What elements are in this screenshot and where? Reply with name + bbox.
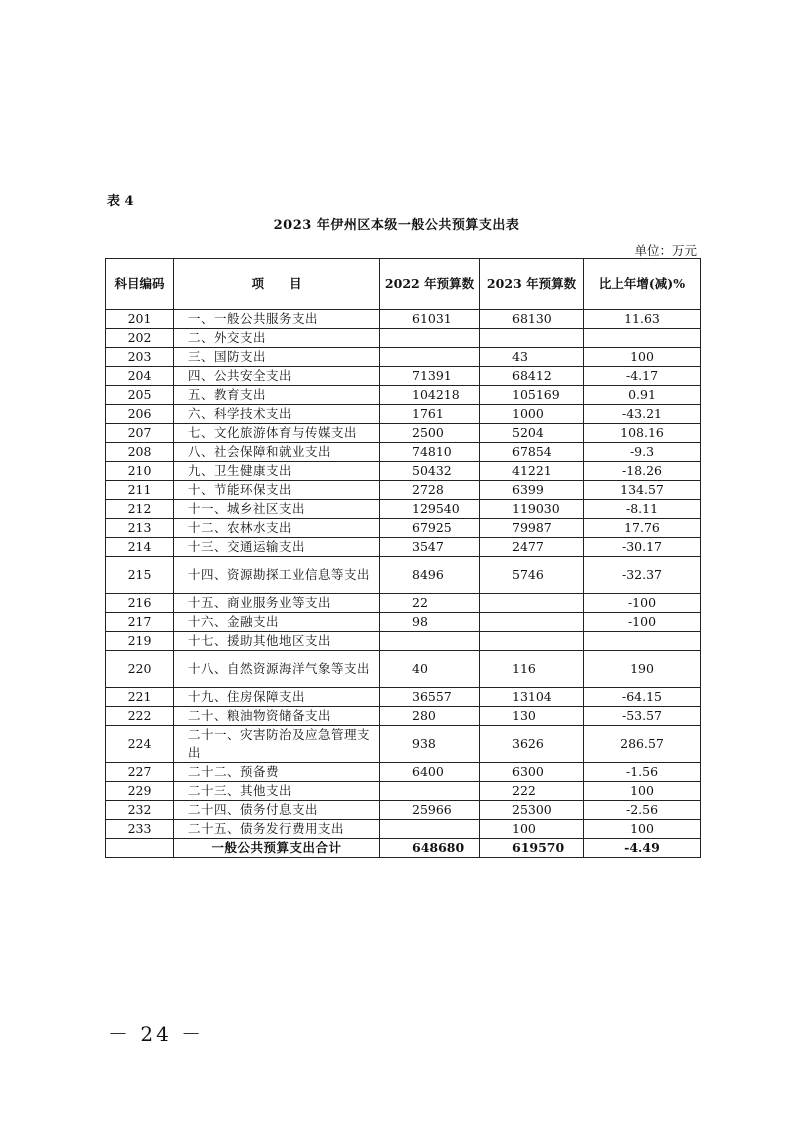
unit-label: 单位：万元: [634, 243, 697, 258]
cell-code: 213: [106, 519, 174, 538]
cell-change: [584, 632, 701, 651]
cell-item: 四、公共安全支出: [174, 367, 380, 386]
cell-change: -43.21: [584, 405, 701, 424]
total-cell-change: -4.49: [584, 839, 701, 858]
cell-change: 0.91: [584, 386, 701, 405]
cell-change: 100: [584, 820, 701, 839]
cell-2022: 129540: [380, 500, 480, 519]
cell-item: 十六、金融支出: [174, 613, 380, 632]
cell-2023: [480, 632, 584, 651]
cell-2023: 5746: [480, 557, 584, 594]
cell-code: 216: [106, 594, 174, 613]
table-row: [106, 651, 701, 688]
cell-change: -53.57: [584, 707, 701, 726]
cell-2023: 6300: [480, 763, 584, 782]
page-number: － 24 －: [108, 1022, 205, 1046]
table-row: [106, 519, 701, 538]
cell-change: 17.76: [584, 519, 701, 538]
cell-2022: 3547: [380, 538, 480, 557]
cell-code: 202: [106, 329, 174, 348]
cell-code: 207: [106, 424, 174, 443]
cell-item: 十二、农林水支出: [174, 519, 380, 538]
cell-2022: [380, 348, 480, 367]
table-row: [106, 424, 701, 443]
table-row: [106, 820, 701, 839]
cell-change: 134.57: [584, 481, 701, 500]
cell-2022: 104218: [380, 386, 480, 405]
cell-code: 217: [106, 613, 174, 632]
cell-2022: 36557: [380, 688, 480, 707]
cell-item: 十一、城乡社区支出: [174, 500, 380, 519]
cell-2023: 100: [480, 820, 584, 839]
table-row: [106, 782, 701, 801]
cell-item: 八、社会保障和就业支出: [174, 443, 380, 462]
cell-change: -100: [584, 594, 701, 613]
table-row: [106, 367, 701, 386]
cell-2022: 71391: [380, 367, 480, 386]
table-row: [106, 405, 701, 424]
cell-2023: 25300: [480, 801, 584, 820]
cell-code: 219: [106, 632, 174, 651]
table-row: [106, 613, 701, 632]
cell-code: 222: [106, 707, 174, 726]
table-row: [106, 801, 701, 820]
cell-2022: 2728: [380, 481, 480, 500]
cell-item: 十、节能环保支出: [174, 481, 380, 500]
cell-code: 233: [106, 820, 174, 839]
table-row: [106, 726, 701, 763]
cell-item: 十五、商业服务业等支出: [174, 594, 380, 613]
table-row: [106, 594, 701, 613]
table-body: [106, 310, 701, 858]
table-row: [106, 329, 701, 348]
cell-2023: 68130: [480, 310, 584, 329]
cell-2022: 1761: [380, 405, 480, 424]
cell-2022: 8496: [380, 557, 480, 594]
cell-2023: 119030: [480, 500, 584, 519]
cell-2022: 40: [380, 651, 480, 688]
cell-2022: 6400: [380, 763, 480, 782]
cell-2023: 79987: [480, 519, 584, 538]
cell-2023: 3626: [480, 726, 584, 763]
cell-2022: 22: [380, 594, 480, 613]
table-row: [106, 557, 701, 594]
cell-2023: [480, 329, 584, 348]
cell-change: -1.56: [584, 763, 701, 782]
cell-code: 215: [106, 557, 174, 594]
cell-item: 一、一般公共服务支出: [174, 310, 380, 329]
cell-code: 224: [106, 726, 174, 763]
cell-2022: 280: [380, 707, 480, 726]
cell-2022: 67925: [380, 519, 480, 538]
cell-2022: 50432: [380, 462, 480, 481]
cell-2023: 43: [480, 348, 584, 367]
cell-code: 227: [106, 763, 174, 782]
cell-2023: 1000: [480, 405, 584, 424]
cell-code: 210: [106, 462, 174, 481]
cell-code: 206: [106, 405, 174, 424]
cell-item: 十八、自然资源海洋气象等支出: [174, 651, 380, 688]
total-cell-2022: 648680: [380, 839, 480, 858]
cell-2023: 130: [480, 707, 584, 726]
total-row: [106, 839, 701, 858]
table-row: [106, 386, 701, 405]
header-2022: 2022 年预算数: [380, 259, 480, 310]
cell-item: 二十三、其他支出: [174, 782, 380, 801]
total-cell-2023: 619570: [480, 839, 584, 858]
table-row: [106, 500, 701, 519]
cell-2023: 105169: [480, 386, 584, 405]
cell-change: -2.56: [584, 801, 701, 820]
cell-change: 100: [584, 782, 701, 801]
cell-change: 11.63: [584, 310, 701, 329]
cell-code: 221: [106, 688, 174, 707]
table-row: [106, 462, 701, 481]
cell-2023: 2477: [480, 538, 584, 557]
table-row: [106, 688, 701, 707]
cell-change: 100: [584, 348, 701, 367]
cell-change: -8.11: [584, 500, 701, 519]
cell-item: 二十一、灾害防治及应急管理支出: [174, 726, 380, 763]
cell-2023: 13104: [480, 688, 584, 707]
table-row: [106, 538, 701, 557]
table-row: [106, 310, 701, 329]
cell-2023: 41221: [480, 462, 584, 481]
document-title: 2023 年伊州区本级一般公共预算支出表: [273, 218, 520, 233]
table-row: [106, 481, 701, 500]
cell-item: 十九、住房保障支出: [174, 688, 380, 707]
cell-change: -32.37: [584, 557, 701, 594]
table-row: [106, 763, 701, 782]
cell-2022: [380, 632, 480, 651]
cell-change: -9.3: [584, 443, 701, 462]
cell-2022: [380, 820, 480, 839]
cell-code: 201: [106, 310, 174, 329]
budget-table: [105, 258, 701, 858]
cell-2022: 61031: [380, 310, 480, 329]
header-change: 比上年增(减)%: [584, 259, 701, 310]
cell-2022: 74810: [380, 443, 480, 462]
total-cell-code: [106, 839, 174, 858]
cell-2023: [480, 594, 584, 613]
header-row: [106, 259, 701, 310]
cell-item: 二十四、债务付息支出: [174, 801, 380, 820]
cell-code: 208: [106, 443, 174, 462]
table-row: [106, 707, 701, 726]
cell-2022: 2500: [380, 424, 480, 443]
header-2023: 2023 年预算数: [480, 259, 584, 310]
table-row: [106, 632, 701, 651]
cell-code: 229: [106, 782, 174, 801]
cell-item: 二十五、债务发行费用支出: [174, 820, 380, 839]
cell-code: 232: [106, 801, 174, 820]
cell-change: -100: [584, 613, 701, 632]
cell-2023: 67854: [480, 443, 584, 462]
cell-item: 二十、粮油物资储备支出: [174, 707, 380, 726]
header-item: 项 目: [174, 259, 380, 310]
cell-2023: 116: [480, 651, 584, 688]
cell-code: 211: [106, 481, 174, 500]
cell-2023: 222: [480, 782, 584, 801]
cell-item: 七、文化旅游体育与传媒支出: [174, 424, 380, 443]
cell-2023: 68412: [480, 367, 584, 386]
cell-item: 二、外交支出: [174, 329, 380, 348]
cell-change: [584, 329, 701, 348]
cell-item: 二十二、预备费: [174, 763, 380, 782]
cell-2023: [480, 613, 584, 632]
table-label: 表 4: [107, 194, 134, 209]
cell-2022: [380, 782, 480, 801]
cell-code: 220: [106, 651, 174, 688]
cell-2022: 98: [380, 613, 480, 632]
cell-item: 十七、援助其他地区支出: [174, 632, 380, 651]
cell-change: -18.26: [584, 462, 701, 481]
cell-change: 108.16: [584, 424, 701, 443]
table-row: [106, 443, 701, 462]
cell-change: -4.17: [584, 367, 701, 386]
cell-change: 190: [584, 651, 701, 688]
table-row: [106, 348, 701, 367]
cell-2023: 5204: [480, 424, 584, 443]
cell-change: -64.15: [584, 688, 701, 707]
header-code: 科目编码: [106, 259, 174, 310]
cell-item: 九、卫生健康支出: [174, 462, 380, 481]
cell-code: 203: [106, 348, 174, 367]
cell-item: 十四、资源勘探工业信息等支出: [174, 557, 380, 594]
cell-item: 三、国防支出: [174, 348, 380, 367]
cell-item: 五、教育支出: [174, 386, 380, 405]
cell-item: 十三、交通运输支出: [174, 538, 380, 557]
cell-2022: [380, 329, 480, 348]
cell-change: -30.17: [584, 538, 701, 557]
cell-code: 212: [106, 500, 174, 519]
cell-code: 204: [106, 367, 174, 386]
cell-2022: 25966: [380, 801, 480, 820]
cell-item: 六、科学技术支出: [174, 405, 380, 424]
cell-code: 214: [106, 538, 174, 557]
cell-2023: 6399: [480, 481, 584, 500]
total-cell-item: 一般公共预算支出合计: [174, 839, 380, 858]
cell-change: 286.57: [584, 726, 701, 763]
cell-code: 205: [106, 386, 174, 405]
cell-2022: 938: [380, 726, 480, 763]
